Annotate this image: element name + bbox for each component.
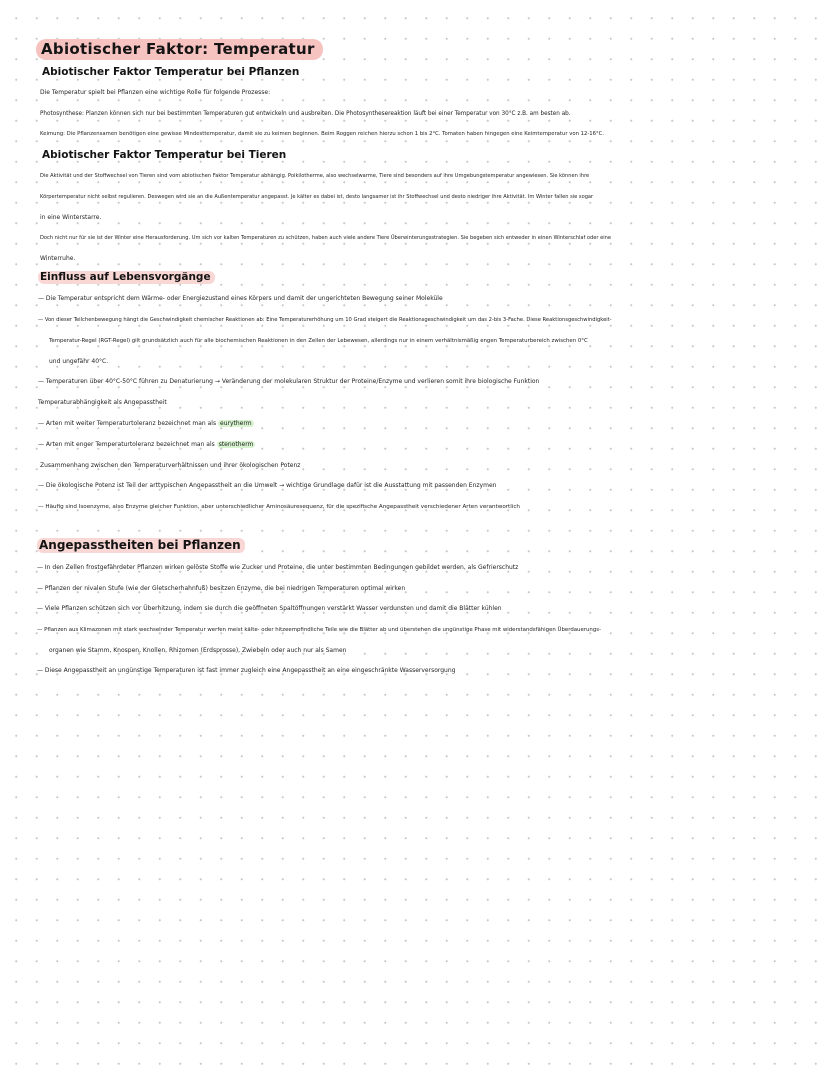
list-item: — Diese Angepasstheit an ungünstige Temperaturen ist fast immer zugleich eine Angepasstheit an eine eingeschränkte Wasserversorgung — [37, 667, 456, 674]
list-item-text: — Arten mit enger Temperaturtoleranz bezeichnet man als — [38, 441, 215, 448]
list-item: — Temperaturen über 40°C-50°C führen zu Denaturierung → Veränderung der molekularen Struktur der Proteine/Enzyme und verlieren somit ihre biologische Funktion — [38, 378, 540, 385]
list-item: — Die Temperatur entspricht dem Wärme- oder Energiezustand eines Körpers und damit der ungerichteten Bewegung seiner Moleküle — [38, 295, 443, 302]
heading-pflanzen: Abiotischer Faktor Temperatur bei Pflanzen — [42, 66, 300, 78]
page-title: Abiotischer Faktor: Temperatur — [36, 39, 323, 60]
list-item-continuation: und ungefähr 40°C. — [49, 358, 109, 365]
text-line: in eine Winterstarre. — [40, 214, 102, 221]
list-item: — Viele Pflanzen schützen sich vor Überhitzung, indem sie durch die geöffneten Spaltöffnungen verstärkt Wasser verdunsten und damit die Blätter kühlen — [37, 605, 502, 612]
list-item: — Pflanzen aus Klimazonen mit stark wechselnder Temperatur werfen meist kälte- oder hitzeempfindliche Teile wie die Blätter ab und überstehen die ungünstige Phase mit widerstandsfähigen Überdauerungs- — [37, 627, 602, 633]
list-item-continuation: organen wie Stamm, Knospen, Knollen, Rhizomen (Erdsprosse), Zwiebeln oder auch nur als Samen — [49, 647, 347, 654]
list-item-continuation: Temperatur-Regel (RGT-Regel) gilt grundsätzlich auch für alle biochemischen Reaktionen in den Zellen der Lebewesen, allerdings nur in einem verhältnismäßig engen Temperaturbereich zwischen 0°C — [49, 338, 588, 344]
list-item: — Von dieser Teilchenbewegung hängt die Geschwindigkeit chemischer Reaktionen ab: Eine Temperaturerhöhung um 10 Grad steigert die Reaktionsgeschwindigkeit um das 2-bis 3-Fache. Diese Reaktionsgeschwindigkeit- — [38, 317, 612, 323]
term-eurytherm: eurytherm — [220, 420, 252, 427]
term-stenotherm: stenotherm — [218, 441, 254, 448]
list-item: — Häufig sind Isoenzyme, also Enzyme gleicher Funktion, aber unterschiedlicher Aminosäuresequenz, für die spezifische Angepasstheit verschiedener Arten verantwortlich — [38, 504, 520, 510]
subheading: Temperaturabhängigkeit als Angepasstheit — [38, 399, 167, 406]
list-item: — Pflanzen der nivalen Stufe (wie der Gletscherhahnfuß) besitzen Enzyme, die bei niedrigen Temperaturen optimal wirken — [37, 585, 406, 592]
text-line: Winterruhe. — [40, 255, 76, 262]
heading-angepasstheiten: Angepasstheiten bei Pflanzen — [37, 538, 245, 553]
text-line: Photosynthese: Planzen können sich nur bei bestimmten Temperaturen gut entwickeln und ausbreiten. Die Photosynthesereaktion läuft bei einer Temperatur von 30°C z.B. am besten ab. — [40, 111, 571, 117]
text-line: Keimung: Die Pflanzensamen benötigen eine gewisse Mindesttemperatur, damit sie zu keimen beginnen. Beim Roggen reichen hierzu schon 1 bis 2°C. Tomaten haben hingegen eine Keimtemperatur von 12-16°C. — [40, 131, 605, 137]
list-item-text: — Arten mit weiter Temperaturtoleranz bezeichnet man als — [38, 420, 217, 427]
list-item — [38, 420, 254, 428]
list-item — [38, 441, 255, 449]
list-item: — Die ökologische Potenz ist Teil der arttypischen Angepasstheit an die Umwelt → wichtige Grundlage dafür ist die Ausstattung mit passenden Enzymen — [38, 482, 497, 489]
text-line: Doch nicht nur für sie ist der Winter eine Herausforderung. Um sich vor kalten Temperaturen zu schützen, haben auch viele andere Tiere Überwinterungsstrategien. Sie begeben sich entweder in einen Winterschlaf oder eine — [40, 235, 612, 241]
heading-lebensvorgaenge: Einfluss auf Lebensvorgänge — [38, 271, 215, 284]
text-line: Die Temperatur spielt bei Pflanzen eine wichtige Rolle für folgende Prozesse: — [40, 89, 271, 96]
text-line: Die Aktivität und der Stoffwechsel von Tieren sind vom abiotischen Faktor Temperatur abhängig. Poikilotherme, also wechselwarme, Tiere sind besonders auf ihre Umgebungstemperatur angewiesen. Sie können ihre — [40, 173, 590, 179]
heading-tiere: Abiotischer Faktor Temperatur bei Tieren — [42, 149, 287, 161]
subheading: Zusammenhang zwischen den Temperaturverhältnissen und ihrer ökologischen Potenz — [40, 462, 301, 469]
text-line: Körpertemperatur nicht selbst regulieren. Deswegen wird sie an die Außentemperatur angepasst. Je kälter es dabei ist, desto langsamer ist ihr Stoffwechsel und desto niedriger ihre Aktivität. Im Winter fallen sie sogar — [40, 194, 594, 200]
list-item: — In den Zellen frostgefährdeter Pflanzen wirken gelöste Stoffe wie Zucker und Proteine, die unter bestimmten Bedingungen gebildet werden, als Gefrierschutz — [37, 564, 519, 571]
